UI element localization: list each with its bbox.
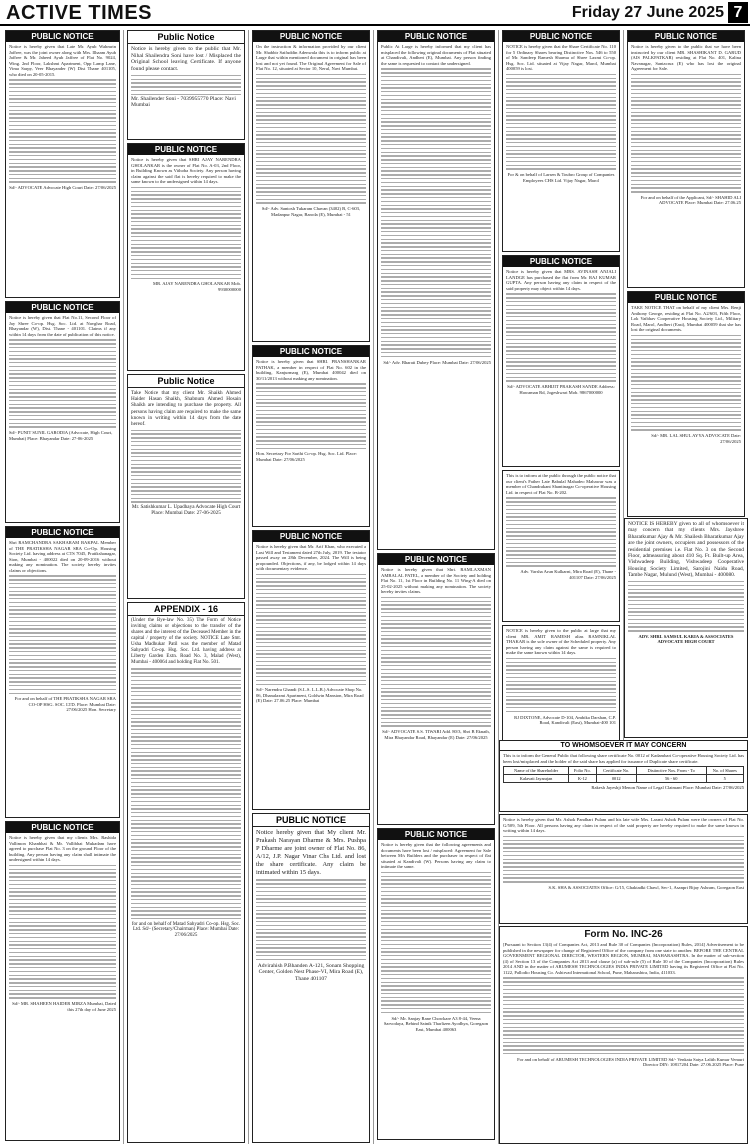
notice-signature: MR. AJAY NARENDRA GHOLANKAR Mob. 9930000000 bbox=[153, 281, 241, 292]
notice bbox=[502, 470, 620, 622]
notice-signature: for and on behalf of Matad Sahyadri Co-op. Hsg. Soc. Ltd. Sd/- (Secretary/Chairman) Place: Mumbai Date: 27/06/2025 bbox=[131, 921, 241, 938]
notice-signature: Rakesh Jayeshji Menon Name of Legal Claimant Place: Mumbai Date: 27/06/2025 bbox=[591, 785, 744, 790]
issue-date: Friday 27 June 2025 bbox=[571, 4, 724, 21]
table-cell: 5 bbox=[706, 775, 743, 783]
table-row bbox=[504, 775, 744, 783]
notice bbox=[252, 530, 370, 810]
notice-body: This is to inform the General Public that following share certificate No. 0012 of Kadambari Co-operative Housing Society Ltd. has been lost/misplaced and the holder of the said share has applied for issuance of Duplicate share certificate. bbox=[503, 753, 744, 764]
notice-body: NOTICE is hereby given to the public at large that my client MR. AMIT RAMESH alias RAMNIKLAL THAKAR is the sole owner of the Scheduled property. Any person having any claim against the same is required to make the same known within 14 days. bbox=[506, 628, 616, 655]
notice-body: Shri RAMCHANDRA SAKHARAM BAKPAL Member of THE PRATIKSHA NAGAR SRA Co-Op. Housing Society Ltd. having address at CTS 7045, Pratikshanagar, Sion, Mumbai - 400022 died on 20-09-2016 without making any nomination. The society hereby invites claims or objections. bbox=[9, 540, 116, 573]
notice-body: Take Notice that my client Mr. Shaikh Ahmed Haider Hasan Shaikh, Shabnum Ahmed Hosain Shaikh are intending to purchase the property. All persons having claim are required to make the same known in writing within 14 days from the date hereof. bbox=[131, 390, 241, 428]
newspaper-title: ACTIVE TIMES bbox=[6, 2, 153, 24]
notice-body: (Under the Bye-law No. 35) The Form of Notice inviting claims or objections to the transfer of the shares and the interest of the Deceased Member in the capital / property of the society. NOTICE Late Smt. Usha Madhukar Patil was the member of Matad Sahyadri Co-op. Hsg. Soc. Ltd. having address at Liberty Garden Extn. Road No. 3, Malad (West), Mumbai - 400064 and holding Flat No. 501. bbox=[131, 618, 241, 665]
table-header: Distinctive Nos. From - To bbox=[636, 767, 706, 775]
notice-signature: Sd/- PUNIT SUNIL GARODIA (Advocate, High Court, Mumbai) Place: Bhayandar Date: 27-06-2025 bbox=[9, 430, 113, 441]
notice-signature: Mr. Shailender Soni - 7039955770 Place: Navi Mumbai bbox=[131, 96, 236, 108]
notice-body: NOTICE IS HEREBY given to all of whomsoever it may concern that my clients Mrs. Jayshree Bharatkumar Ajay & Mr. Shailesh Bharatkumar Ajay are the joint owners, occupiers and possessors of the residential premises i.e. Flat No. 3 on the Second Floor, admeasuring about 410 Sq. Ft. Built-up Area, Vishwadeep Building, Vishwadeep Cooperative Housing Society Limited, Sarojini Naidu Road, Tambe Nagar, Mulund (West), Mumbai - 400080. bbox=[628, 521, 744, 579]
notice-body: Notice is hereby given that SHRI. PRANSHANKAR PATHAK, a member in respect of Flat No. 602 in the building, Kanjurmarg (E), Mumbai 400042 died on 30/11/2013 without making any nomination. bbox=[256, 359, 366, 381]
notice-heading: PUBLIC NOTICE bbox=[253, 346, 369, 357]
notice-signature: Sd/- ADVOCATE S.S. TIWARI Add. 80/3, Shri B Eknath, Mira Bhayandar Road, Bhayandar (E) Date: 27/06/2025 bbox=[382, 729, 490, 740]
notice bbox=[127, 374, 245, 599]
table-header: No. of Shares bbox=[706, 767, 743, 775]
notice-body: Notice is hereby given that SHRI AJAY NARENDRA GHOLANKAR is the owner of Flat No. A-03, 2nd Floor, in Building Known as Vithoba Society. Any person having claim against the said flat is hereby required to make the same known to the undersigned within 14 days. bbox=[131, 157, 241, 184]
notice-heading: APPENDIX - 16 bbox=[128, 603, 244, 616]
notice bbox=[127, 30, 245, 140]
notice bbox=[5, 301, 120, 523]
notice bbox=[127, 143, 245, 371]
notice-signature: Mr. Satishkumar L. Upadhaya Advocate High Court Place: Mumbai Date: 27-06-2025 bbox=[131, 504, 241, 516]
notice-signature: ADV. SHRI. SAMSUL KARIA & ASSOCIATES ADVOCATE HIGH COURT bbox=[638, 633, 734, 645]
notice-signature: For & on behalf of Larsen & Toubro Group of Companies Employees CHS Ltd. Vijay Nagar, Marol bbox=[507, 172, 615, 183]
notice-heading: TO WHOMSOEVER IT MAY CONCERN bbox=[500, 741, 747, 751]
notice-body: Notice hereby given that My client Mr. Prakash Narayan Dharme & Mrs. Pushpa P Dharme are joint owner of Flat No. 86, A/12, J.P. Nagar Vinar Chs Ltd. and lost the share certificate. Any claim be intimated within 15 days. bbox=[256, 829, 366, 876]
table-cell: 0012 bbox=[596, 775, 636, 783]
notice-signature: Sd/- Adv. Bharati Dubey Place: Mumbai Date: 27/06/2025 bbox=[383, 359, 491, 365]
notice-body: Notice is hereby given that Mr. Ashok Pandhari Pulam and his late wife Mrs. Laxmi Ashok Pulam were the owners of Flat No. G/509, 5th Floor. All persons having any claim in respect of the said property are hereby required to make the same known in writing within 14 days. bbox=[503, 817, 744, 833]
table-cell: K-12 bbox=[569, 775, 596, 783]
notice-heading: PUBLIC NOTICE bbox=[253, 31, 369, 42]
notice-signature: Sd/- MR. SHAHEEN HAIDER MIRZA Mumbai, Dated this 27th day of June 2025 bbox=[12, 1001, 116, 1012]
notice-body: On the instruction & information provided by our client Mr. Shabbir Saifuddin Adenwala this is to inform public at Large that within mentioned document in original has been lost and not yet found. The Original Agreement for Sale of Flat No. 12, situated at Sector 10, Nerul, Navi Mumbai. bbox=[256, 44, 366, 71]
notice-body: Notice is hereby given that Shri. RAMLAXMAN AMBALAL PATEL, a member of the Society and holding Flat No. 11, 1st Floor in Building No. 11 Wing-A died on 25-02-2025 without making any nomination. The society hereby invites claims. bbox=[381, 567, 491, 594]
notice-heading: PUBLIC NOTICE bbox=[6, 527, 119, 538]
notice-heading: PUBLIC NOTICE bbox=[378, 31, 494, 42]
masthead bbox=[0, 0, 750, 26]
notice bbox=[252, 345, 370, 527]
notice-body: TAKE NOTICE THAT on behalf of my client Mrs. Renji Anthony George, residing at Flat No. A2/603, Fifth Floor, Lok Vaibhav Cooperative Housing Society Ltd., Military Road, Marol, Andheri (East), Mumbai 400059 that she has lost the original documents. bbox=[631, 305, 741, 332]
notice bbox=[252, 30, 370, 342]
notice-body: Notice is hereby given that Mr. Arif Khan, who executed a Last Will and Testament dated 27th July, 2019. The testator passed away on 28th December, 2024. The Will is being propounded. Objections, if any, be lodged within 14 days with documentary evidence. bbox=[256, 544, 366, 571]
notice-heading: PUBLIC NOTICE bbox=[6, 302, 119, 313]
table-cell: Kalavati Jayarajan bbox=[504, 775, 569, 783]
table-header: Folio No. bbox=[569, 767, 596, 775]
notice bbox=[5, 526, 120, 818]
to-whomsoever-notice bbox=[499, 740, 748, 812]
notice-body: NOTICE is hereby given that the Share Certificate No. 110 for 5 Ordinary Shares bearing Distinctive Nos. 546 to 550 of Mr. Sandeep Ramesh Sharma of Shree Laxmi Co-op. Hsg. Soc. Ltd. situated at Vijay Nagar, Marol, Mumbai 400059 is lost. bbox=[506, 44, 616, 71]
form-inc-26-notice bbox=[499, 926, 748, 1144]
page-number: 7 bbox=[728, 2, 748, 23]
notice-signature: For and on behalf of the Applicant, Sd/- SHAHID ALI ADVOCATE Place: Mumbai Date: 27.06.25 bbox=[640, 194, 741, 206]
notice-signature: Sd/- Mr. Sanjay Rane Chowkare A3 8-44, Veena Sarvodaya, Behind Sainik Tharlizen Ayodhya, Goregaon East, Mumbai 400063 bbox=[383, 1015, 489, 1032]
notice-heading: PUBLIC NOTICE bbox=[6, 31, 119, 42]
notice-heading: PUBLIC NOTICE bbox=[6, 822, 119, 833]
notice bbox=[5, 30, 120, 298]
notice bbox=[377, 30, 495, 550]
notice-heading: PUBLIC NOTICE bbox=[128, 144, 244, 155]
notice-body: Notice is hereby given that my clients Mrs. Rashida Vallimon Khanbhai & Mr. Vallibhai Mukadam have agreed to purchase Flat No. 3 on the ground Floor of the building. Any person having any claim shall intimate the undersigned within 14 days. bbox=[9, 835, 116, 862]
notice-heading: PUBLIC NOTICE bbox=[253, 531, 369, 542]
form-title: Form No. INC-26 bbox=[584, 929, 663, 940]
notice-heading: PUBLIC NOTICE bbox=[378, 554, 494, 565]
notice-signature: S.K. SHA & ASSOCIATES Office: G/15, Ghaktadki Chawl, Sec-1, Asanpri Bijay Ashram, Goregaon East bbox=[548, 885, 744, 891]
column-2 bbox=[124, 30, 249, 1144]
notice-signature: Sd/- ADVOCATE ABHIJIT PRAKASH SANDE Address: Hawaman Rd, Jogeshwari Mob. 9867000000 bbox=[507, 384, 615, 395]
column-3 bbox=[249, 30, 374, 1144]
notice bbox=[627, 30, 745, 288]
notice-signature: Adv. Varsha Arun Kulkarni, Mira Road (E), Thane - 401107 Date: 27/06/2025 bbox=[520, 569, 616, 580]
notice-signature: RJ DIXTONE, Advocate D-104, Ambika Darshan, C.P. Road, Kandivali (East), Mumbai-400 101 bbox=[514, 714, 616, 726]
notice-heading: Public Notice bbox=[128, 31, 244, 44]
notice bbox=[377, 828, 495, 1140]
notice-body: Notice is hereby given to the public that we have been instructed by our client MR. SHASHIKANT D. GARUD (AIS PALKPATKAR) residing at Flat No. 401, Kalina Navanagar, Santacruz (E) who has lost the original Agreement for Sale. bbox=[631, 44, 741, 71]
notice bbox=[499, 814, 748, 924]
notice bbox=[252, 813, 370, 1143]
notice-body: Public At Large is hereby informed that my client has misplaced the following original documents of Flat situated at Chandivali, Andheri (E), Mumbai. Any person finding the same is requested to contact the undersigned. bbox=[381, 44, 491, 66]
notice-heading: PUBLIC NOTICE bbox=[503, 256, 619, 267]
notice bbox=[502, 30, 620, 252]
notice bbox=[502, 255, 620, 467]
notice-body: Notice is hereby given to the public that Mr. Nihal Shailendra Soni have lost / Misplaced the Original School leaving Certificate. If anyone found please contact. bbox=[131, 46, 241, 72]
notice-signature: For and on behalf of ARUMESH TECHNOLOGIES INDIA PRIVATE LIMITED Sd/- Venkata Satya Lalith Kumar Vemuri Director DIN: 10817204 Date: 27.06.2025 Place: Pune bbox=[517, 1056, 744, 1068]
notice-body: Notice is hereby given that Flat No.11, Second Floor of Jay Shree Co-op. Hsg. Soc. Ltd. at Navghar Road, Bhayandar (W), Dist. Thane - 401101. Claims if any within 14 days from the date of publication of this notice. bbox=[9, 315, 116, 337]
column-5 bbox=[499, 30, 624, 760]
notice-signature: Advirahish P.Bhanden A-121, Sonam Shopping Center, Golden Nest Phase-VI, Mira Road (E), Thane 401107 bbox=[257, 962, 365, 982]
notice-heading: PUBLIC NOTICE bbox=[253, 814, 369, 827]
notice-signature: Sd/- MR. LAL SHUL AYYA ADVOCATE Date: 27/06/2025 bbox=[651, 433, 741, 444]
table-cell: 56 - 60 bbox=[636, 775, 706, 783]
notice-heading: PUBLIC NOTICE bbox=[503, 31, 619, 42]
notice-heading: PUBLIC NOTICE bbox=[628, 292, 744, 303]
notice-signature: Sd/- ADVOCATE Advocate High Court Date: 27/06/2025 bbox=[9, 185, 116, 191]
notice-body: [Pursuant to Section 13(4) of Companies Act, 2013 and Rule 30 of Companies (Incorporation) Rules, 2014] Advertisement to be published in the newspaper for change of Registered Office of the company from one state to another. BEFORE THE CENTRAL GOVERNMENT REGIONAL DIRECTOR, WESTERN REGION, MUMBAI, MAHARASHTRA. In the matter of sub-section (4) of Section 13 of the Companies Act 2013 and clause (a) of sub-rule (5) of Rule 30 of the Companies (Incorporation) Rules 2014 AND in the matter of ARUMESH TECHNOLOGIES INDIA PRIVATE LIMITED having its Registered Office at Flat No. 1122, Pallodio Housing Co. Ashirvad International School, Pune, Maharashtra, India, 411033. bbox=[503, 942, 744, 975]
notice-signature: Sd/- Narendra Ghandi (S.L.S. L.L.B.) Advocate Shop No. 06, Dhanalaxmi Apartment, Goldwin Mansion, Mira Road (E) Date: 27.06.25 Place: Mumbai bbox=[256, 687, 364, 704]
table-header: Name of the Shareholder bbox=[504, 767, 569, 775]
notice-signature: For and on behalf of THE PRATIKSHA NAGAR SRA CO-OP HSG. SOC. LTD. Place: Mumbai Date: 27/06/2025 Hon. Secretary bbox=[14, 696, 116, 713]
notice-body: Notice is hereby given that the following agreements and documents have been lost / misplaced: Agreement for Sale between M/s Builders and the purchaser in respect of flat situated at Kandivali (W). Persons having any claim to intimate the same. bbox=[381, 842, 491, 869]
column-1 bbox=[2, 30, 124, 1144]
notice bbox=[624, 518, 748, 738]
notice-body: This is to inform at the public through the public notice that our client's Father Late Babulal Mahadeo Mahawar was a member of Chandrakant Shantinagar Co-operative Housing Ltd. in respect of Flat No. B-202. bbox=[506, 473, 616, 495]
notice-body: Notice is hereby given that MRS. AVINASH ANJALI LANDGE has purchased the flat from Mr. RAJ KUMAR GUPTA. Any person having any claim in respect of the said property may object within 14 days. bbox=[506, 269, 616, 291]
notice bbox=[377, 553, 495, 825]
share-certificate-table bbox=[503, 766, 744, 783]
notice bbox=[127, 602, 245, 1143]
table-header: Certificate No. bbox=[596, 767, 636, 775]
notice-body: Notice is hereby given that Late Mr. Ayub Wahmrin Jaffree, was the joint owner along with Mrs. Ilhaam Ayub Jaffree & Mr. Jaheed Ayub Jaffree of Flat No. 9024, Wing. 2nd Floor, Lakshmi Apartment, Opp Lamp Lane, Vima Sarpy, Veer Bhayander (W) Dist Thane 401105, who died on 20-05-2015. bbox=[9, 44, 116, 77]
notice-heading: PUBLIC NOTICE bbox=[378, 829, 494, 840]
notice-heading: PUBLIC NOTICE bbox=[628, 31, 744, 42]
notice-signature: Hon. Secretary For Sarthi Co-op. Hsg. Soc. Ltd. Place: Mumbai Date: 27/06/2025 bbox=[256, 451, 357, 462]
notice-heading: Public Notice bbox=[128, 375, 244, 388]
notice bbox=[5, 821, 120, 1141]
notice bbox=[627, 291, 745, 517]
column-4 bbox=[374, 30, 499, 1144]
notice-signature: Sd/- Adv. Santosh Tukaram Chavan (3402) B, C-603, Madanpur Nagar, Baroda (E), Mumbai - 51 bbox=[261, 206, 361, 217]
